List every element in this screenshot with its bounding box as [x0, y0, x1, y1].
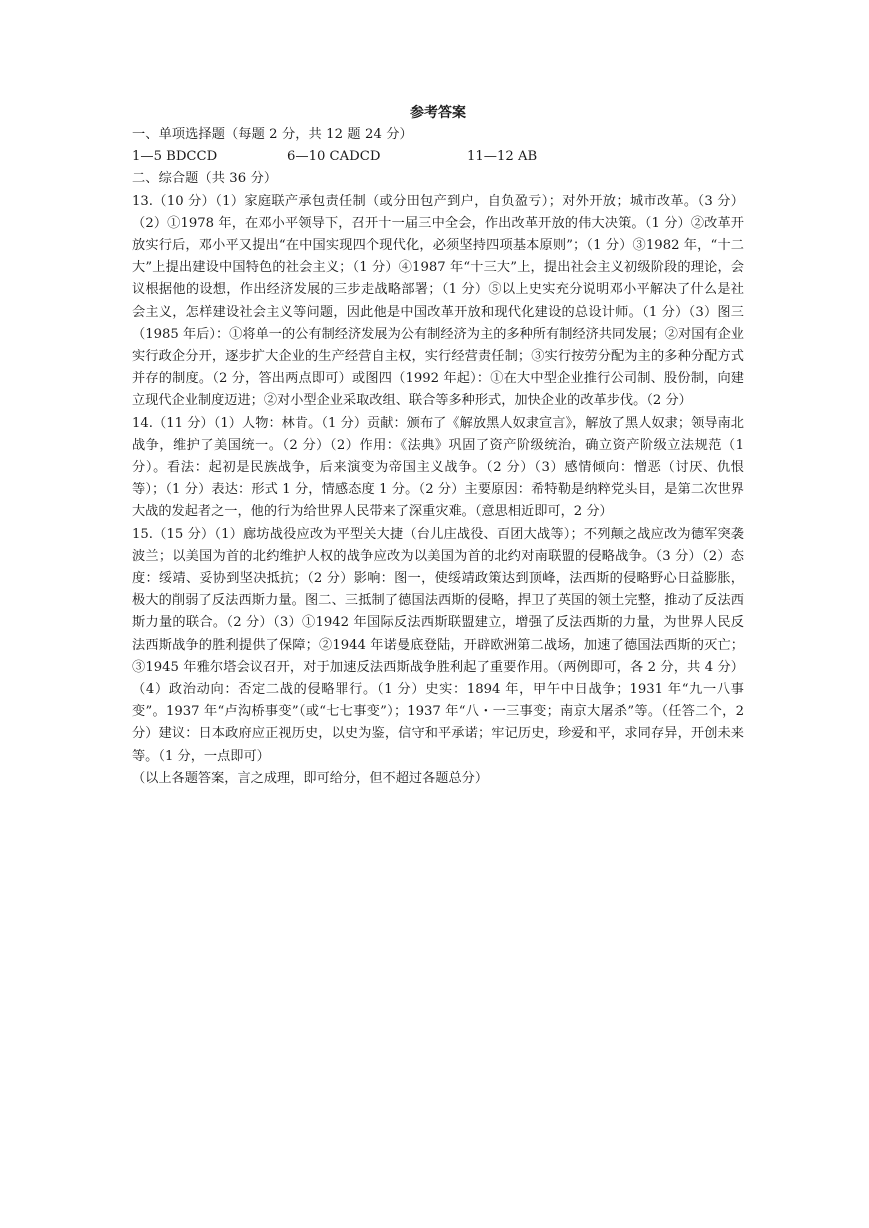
section-1-heading: 一、单项选择题（每题 2 分，共 12 题 24 分） [132, 127, 413, 142]
question-14-answer: 14.（11 分）（1）人物：林肯。（1 分）贡献：颁布了《解放黑人奴隶宣言》，解放了黑人奴隶；领导南北战争，维护了美国统一。（2 分）（2）作用：《法典》巩固了资产阶级统治，确立资产阶级立法规范（1 分）。看法：起初是民族战争，后来演变为帝国主义战争。（2 分）（3）感情倾向：憎恶（讨厌、仇恨等）；（1 分）表达：形式 1 分，情感态度 1 分。（2 分）主要原因：希特勒是纳粹党头目，是第二次世界大战的发起者之一，他的行为给世界人民带来了深重灾难。（意思相近即可，2 分） [132, 415, 744, 520]
page-title: 参考答案 [410, 105, 466, 121]
answer-group-2: 6—10 CADCD [287, 149, 381, 165]
choice-answers [132, 146, 744, 168]
answer-group-3: 11—12 AB [467, 149, 538, 165]
question-15-answer: 15.（15 分）（1）廊坊战役应改为平型关大捷（台儿庄战役、百团大战等）；不列颠之战应改为德军突袭波兰；以美国为首的北约维护人权的战争应改为以美国为首的北约对南联盟的侵略战争。（3 分）（2）态度：绥靖、妥协到坚决抵抗；（2 分）影响：图一，使绥靖政策达到顶峰，法西斯的侵略野心日益膨胀，极大的削弱了反法西斯力量。图二、三抵制了德国法西斯的侵略，捍卫了英国的领土完整，推动了反法西斯力量的联合。（2 分）（3）①1942 年国际反法西斯联盟建立，增强了反法西斯的力量，为世界人民反法西斯战争的胜利提供了保障；②1944 年诺曼底登陆，开辟欧洲第二战场，加速了德国法西斯的灭亡；③1945 年雅尔塔会议召开，对于加速反法西斯战争胜利起了重要作用。（两例即可，各 2 分，共 4 分）（4）政治动向：否定二战的侵略罪行。（1 分）史实：1894 年，甲午中日战争；1931 年“九一八事变”。1937 年“卢沟桥事变”（或“七七事变”）；1937 年“八・一三事变；南京大屠杀”等。（任答二个，2 分）建议：日本政府应正视历史，以史为鉴，信守和平承诺；牢记历史，珍爱和平，求同存异，开创未来等。（1 分，一点即可） [132, 526, 744, 764]
answer-sheet [132, 102, 744, 790]
question-13-answer: 13.（10 分）（1）家庭联产承包责任制（或分田包产到户，自负盈亏）；对外开放；城市改革。（3 分）（2）①1978 年，在邓小平领导下，召开十一届三中全会，作出改革开放的伟大决策。（1 分）②改革开放实行后，邓小平又提出“在中国实现四个现代化，必须坚持四项基本原则”；（1 分）③1982 年，“十二大”上提出建设中国特色的社会主义；（1 分）④1987 年“十三大”上，提出社会主义初级阶段的理论，会议根据他的设想，作出经济发展的三步走战略部署；（1 分）⑤以上史实充分说明邓小平解决了什么是社会主义，怎样建设社会主义等问题，因此他是中国改革开放和现代化建设的总设计师。（1 分）（3）图三（1985 年后）：①将单一的公有制经济发展为公有制经济为主的多种所有制经济共同发展；②对国有企业实行政企分开，逐步扩大企业的生产经营自主权，实行经营责任制；③实行按劳分配为主的多种分配方式并存的制度。（2 分，答出两点即可）或图四（1992 年起）：①在大中型企业推行公司制、股份制，向建立现代企业制度迈进；②对小型企业采取改组、联合等多种形式，加快企业的改革步伐。（2 分） [132, 193, 744, 409]
grading-note: （以上各题答案，言之成理，即可给分，但不超过各题总分） [132, 770, 489, 786]
answer-group-1: 1—5 BDCCD [132, 149, 218, 165]
section-2-heading: 二、综合题（共 36 分） [132, 171, 278, 187]
